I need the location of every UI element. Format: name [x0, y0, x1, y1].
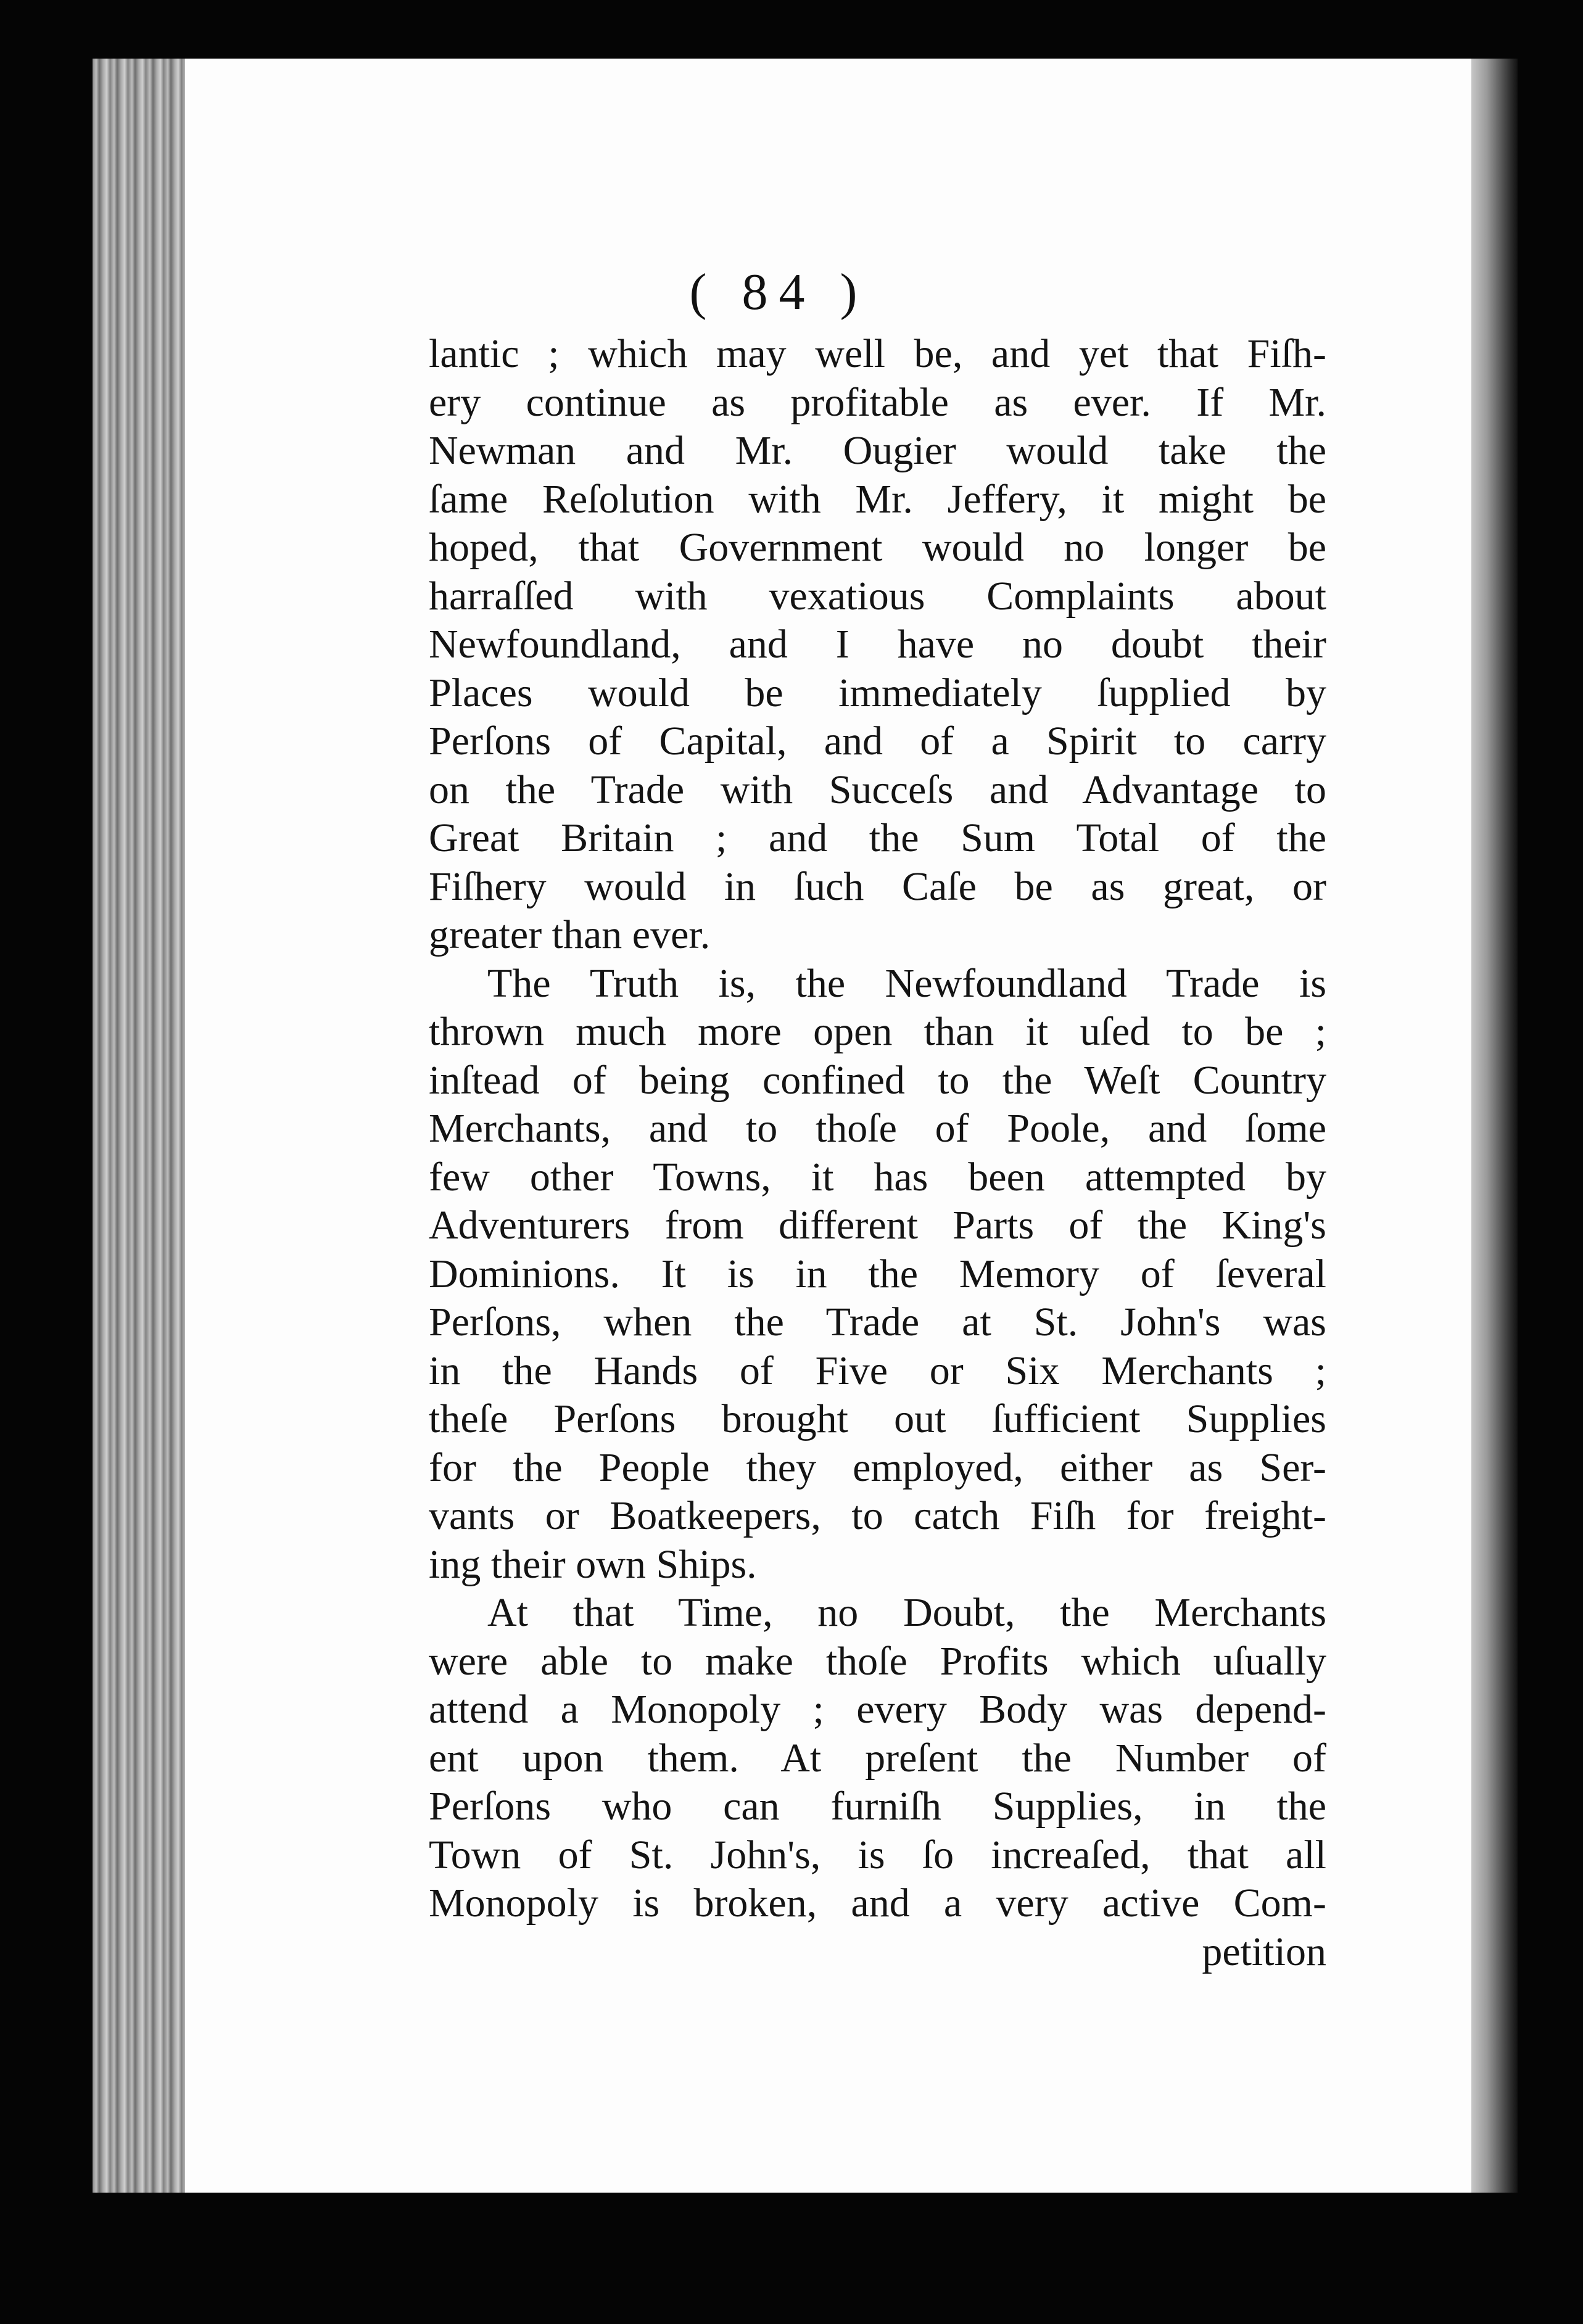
text-line: Newfoundland, and I have no doubt their	[429, 622, 1326, 667]
text-line: attend a Monopoly ; every Body was depend-	[429, 1687, 1326, 1732]
text-line: for the People they employed, either as Ser-	[429, 1444, 1326, 1490]
text-line: on the Trade with Succeſs and Advantage to	[429, 767, 1326, 812]
text-line: Great Britain ; and the Sum Total of the	[429, 815, 1326, 860]
text-line: inſtead of being confined to the Weſt Country	[429, 1057, 1326, 1103]
text-line: greater than ever.	[429, 912, 711, 957]
book-page	[185, 59, 1471, 2193]
text-line: Perſons of Capital, and of a Spirit to carry	[429, 719, 1326, 764]
body-text	[429, 330, 1326, 1976]
text-line: Dominions. It is in the Memory of ſeveral	[429, 1251, 1326, 1296]
catchword: petition	[1202, 1929, 1326, 1974]
text-line: theſe Perſons brought out ſufficient Supplies	[429, 1396, 1326, 1441]
text-line: few other Towns, it has been attempted by	[429, 1154, 1326, 1200]
paragraph-start-line: At that Time, no Doubt, the Merchants	[487, 1590, 1326, 1635]
text-line: Monopoly is broken, and a very active Com-	[429, 1881, 1326, 1926]
text-line: Adventurers from different Parts of the King's	[429, 1203, 1326, 1248]
text-line: Merchants, and to thoſe of Poole, and ſome	[429, 1106, 1326, 1151]
text-line: Newman and Mr. Ougier would take the	[429, 428, 1326, 473]
text-line: were able to make thoſe Profits which uſually	[429, 1638, 1326, 1684]
text-line: ery continue as profitable as ever. If Mr.	[429, 379, 1326, 425]
text-line: vants or Boatkeepers, to catch Fiſh for freight-	[429, 1493, 1326, 1538]
text-line: ſame Reſolution with Mr. Jeffery, it might be	[429, 476, 1326, 522]
page-right-edge	[1468, 59, 1518, 2193]
text-line: Perſons, when the Trade at St. John's was	[429, 1300, 1326, 1345]
text-line: Perſons who can furniſh Supplies, in the	[429, 1784, 1326, 1829]
text-line: in the Hands of Five or Six Merchants ;	[429, 1348, 1326, 1393]
text-line: Fiſhery would in ſuch Caſe be as great, or	[429, 863, 1326, 909]
paragraph-start-line: The Truth is, the Newfoundland Trade is	[487, 960, 1326, 1006]
page-gutter-edge	[93, 59, 185, 2193]
text-line: harraſſed with vexatious Complaints about	[429, 573, 1326, 619]
text-line: Places would be immediately ſupplied by	[429, 670, 1326, 715]
text-line: lantic ; which may well be, and yet that Fiſh-	[429, 331, 1326, 376]
text-line: hoped, that Government would no longer be	[429, 525, 1326, 570]
text-line: ent upon them. At preſent the Number of	[429, 1735, 1326, 1781]
text-line: thrown much more open than it uſed to be ;	[429, 1009, 1326, 1054]
text-line: ing their own Ships.	[429, 1541, 757, 1587]
text-line: Town of St. John's, is ſo increaſed, that all	[429, 1832, 1326, 1877]
page-number: ( 84 )	[689, 263, 869, 321]
